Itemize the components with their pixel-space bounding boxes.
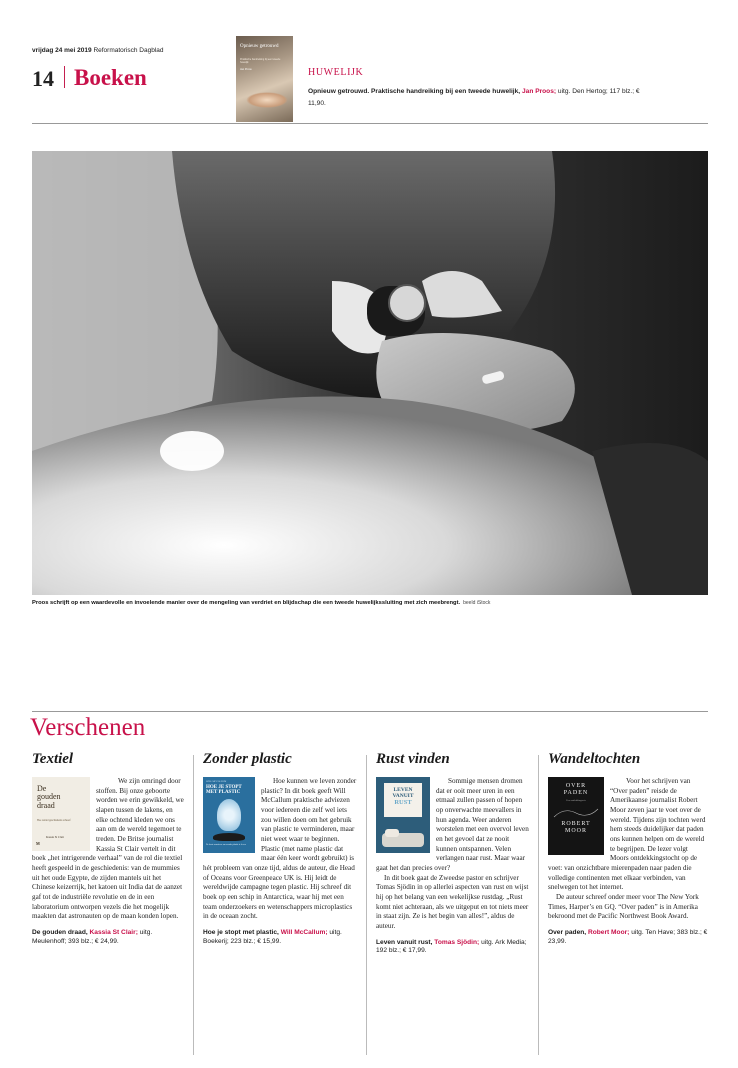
cover-title-line-2: VANUIT [392, 793, 414, 800]
header-date [32, 47, 164, 54]
cover-author: Kassia St Clair [46, 835, 64, 839]
cover-subtitle: Een ontdekkingsreis [566, 799, 586, 802]
cover-title-line-3: draad [37, 800, 55, 810]
photo-caption [32, 600, 708, 608]
header-rule [32, 123, 708, 124]
featured-cover-author: Jan Proos [240, 68, 252, 71]
review-rust-vinden [376, 752, 530, 956]
featured-author: Jan Proos; [522, 88, 557, 95]
photo-caption-text: Proos schrijft op een waardevolle en invoelende manier over de mengeling van verdriet en blijdschap die een tweede huwelijkssluiting met zich meebrengt. [32, 600, 461, 606]
review-paragraph: De auteur schreef onder meer voor The New York Times, Harper’s en GQ. “Over paden” is in Amerika bekroond met de Pacific Northwest Book Award. [548, 892, 699, 921]
cover-author [548, 821, 604, 835]
header-divider [64, 66, 65, 88]
column-divider [538, 755, 539, 1055]
cover-pillow-illustration [385, 829, 399, 837]
credit-author: Will McCallum; [280, 928, 328, 936]
review-paragraph: Voor het schrijven van “Over paden” reisde de Amerikaanse journalist Robert Moor zeven jaar te voet over de wereld. Tijdens zijn tochten werd hem steeds duidelijker dat paden ons kunnen helpen om de wereld te begrijpen. De lezer volgt Moors ontdekkingstocht op de voet: van onzichtbare mierenpaden naar paden die volledige continenten met elkaar verbinden, van snelwegen tot het internet. [548, 777, 706, 892]
review-body [203, 777, 358, 922]
review-credit [203, 929, 358, 947]
cover-path-illustration [552, 805, 600, 819]
column-divider [366, 755, 367, 1055]
book-cover-over-paden [548, 777, 604, 855]
cover-title [548, 783, 604, 796]
cover-plastic-illustration [217, 799, 241, 831]
cover-title [37, 785, 61, 810]
credit-title: Hoe je stopt met plastic, [203, 928, 279, 936]
section-title: Boeken [74, 65, 147, 90]
review-title: Textiel [32, 751, 74, 767]
featured-cover-title: Opnieuw getrouwd [240, 44, 279, 49]
featured-details: uitg. Den Hertog; 117 blz.; € 11,90. [308, 88, 640, 107]
book-cover-plastic [203, 777, 255, 853]
cover-title-line-2: PADEN [563, 789, 589, 796]
cover-author: WILL MCCALLUM [206, 780, 227, 783]
wedding-hands-photo [32, 151, 708, 595]
review-title: Rust vinden [376, 751, 450, 767]
cover-title-line-1: OVER [565, 783, 587, 789]
column-divider [193, 755, 194, 1055]
verschenen-heading: Verschenen [30, 714, 146, 741]
header-date-text: vrijdag 24 mei 2019 [32, 47, 92, 54]
cover-title-line-1: LEVEN [393, 787, 413, 793]
credit-author: Kassia St Clair; [89, 928, 138, 936]
cover-author-line-1: ROBERT [561, 821, 591, 827]
book-cover-gouden-draad [32, 777, 90, 851]
featured-book-cover [236, 36, 293, 122]
book-cover-rust [376, 777, 430, 853]
featured-cover-hands-image [246, 92, 288, 108]
cover-title [384, 783, 422, 817]
page-number: 14 [32, 66, 54, 91]
cover-title: HOE JE STOPT MET PLASTIC [206, 785, 242, 796]
featured-credit [308, 86, 648, 109]
credit-details: uitg. Ten Have; 383 blz.; € 23,99. [548, 928, 708, 945]
review-zonder-plastic [203, 752, 358, 947]
header-publication: Reformatorisch Dagblad [93, 47, 164, 54]
cover-title-line-2: gouden [37, 792, 61, 802]
cover-whale-illustration [213, 833, 245, 841]
featured-book-title: Opnieuw getrouwd. Praktische handreiking bij een tweede huwelijk, [308, 88, 521, 95]
featured-cover-subtitle: Praktische handreiking bij een tweede huwelijk [240, 58, 281, 64]
credit-details: uitg. Meulenhoff; 393 blz.; € 24,99. [32, 928, 153, 945]
cover-title-line-1: De [37, 784, 47, 793]
review-body [376, 777, 530, 932]
review-credit [376, 939, 530, 957]
credit-author: Tomas Sjödin; [434, 938, 480, 946]
review-wandeltochten [548, 752, 708, 947]
cover-subtitle: Hoe textiel geschiedenis schreef [37, 819, 71, 822]
review-body [548, 777, 708, 922]
cover-author-line-2: MOOR [564, 828, 587, 835]
credit-title: De gouden draad, [32, 928, 88, 936]
review-paragraph: Sommige mensen dromen dat er ooit meer uren in een etmaal zullen passen of hopen op onverwachte meevallers in hun agenda. Weer anderen worstelen met een overvol leven en het gevoel dat ze nooit kunnen ontspannen. Velen verlangen naar rust. Maar waar gaat het dan precies over? [376, 777, 529, 872]
review-paragraph: In dit boek gaat de Zweedse pastor en schrijver Tomas Sjödin in op allerlei aspecten van rust en wijst hij op het belang van een wekelijkse rustdag. „Rust komt niet achteraan, als we uitgeput en tot niets meer in staat zijn. Ze is het begin van alles!”, aldus de auteur. [376, 873, 529, 930]
review-credit [548, 929, 708, 947]
section-rule [32, 711, 708, 712]
credit-author: Robert Moor; [587, 928, 630, 936]
credit-title: Over paden, [548, 928, 587, 936]
credit-title: Leven vanuit rust, [376, 938, 433, 946]
credit-details: uitg. Ark Media; 192 blz.; € 17,99. [376, 938, 527, 955]
review-title: Wandeltochten [548, 751, 641, 767]
review-title: Zonder plastic [203, 751, 292, 767]
cover-title-line-3: RUST [394, 799, 412, 807]
review-body [32, 777, 184, 922]
cover-subtitle: De beste manieren om zonder plastic te leven [206, 844, 246, 846]
review-paragraph: Hoe kunnen we leven zonder plastic? In dit boek geeft Will McCallum praktische adviezen voor iedereen die zelf wel iets zou willen doen om het gebruik van plastic te verminderen, maar niet weet waar te beginnen. Plastic (met name plastic dat maar één keer wordt gebruikt) is hét probleem van onze tijd, aldus de auteur, die Head of Oceans voor Greenpeace UK is. Hij leidt de wereldwijde campagne tegen plastic. Hij schreef dit boek op een schip in Antarctica, waar hij met een team onderzoekers en wetenschappers microplastics in de oceaan zocht. [203, 777, 357, 921]
photo-credit: beeld iStock [463, 600, 491, 606]
main-photo [32, 151, 708, 595]
publisher-logo: M [36, 841, 40, 846]
review-textiel [32, 752, 184, 947]
credit-details: uitg. Boekerij; 223 blz.; € 15,99. [203, 928, 342, 945]
featured-heading: HUWELIJK [308, 67, 364, 78]
review-paragraph: We zijn omringd door stoffen. Bij onze geboorte worden we erin gewikkeld, we slapen tussen de lakens, en elke ochtend kleden we ons aan om de wereld tegemoet te treden. De Britse journalist Kassia St Clair vertelt in dit boek „het intrigerende verhaal” van de rol die textiel heeft gespeeld in de geschiedenis: van de mummies uit het oude Egypte, de zijden mantels uit het Chinese keizerrijk, het katoen uit India dat de aanzet gaf tot de industriële revolutie en de in een laboratorium ontworpen vezels die het mogelijk maakten dat astronauten op de maan konden lopen. [32, 777, 184, 921]
review-credit [32, 929, 184, 947]
